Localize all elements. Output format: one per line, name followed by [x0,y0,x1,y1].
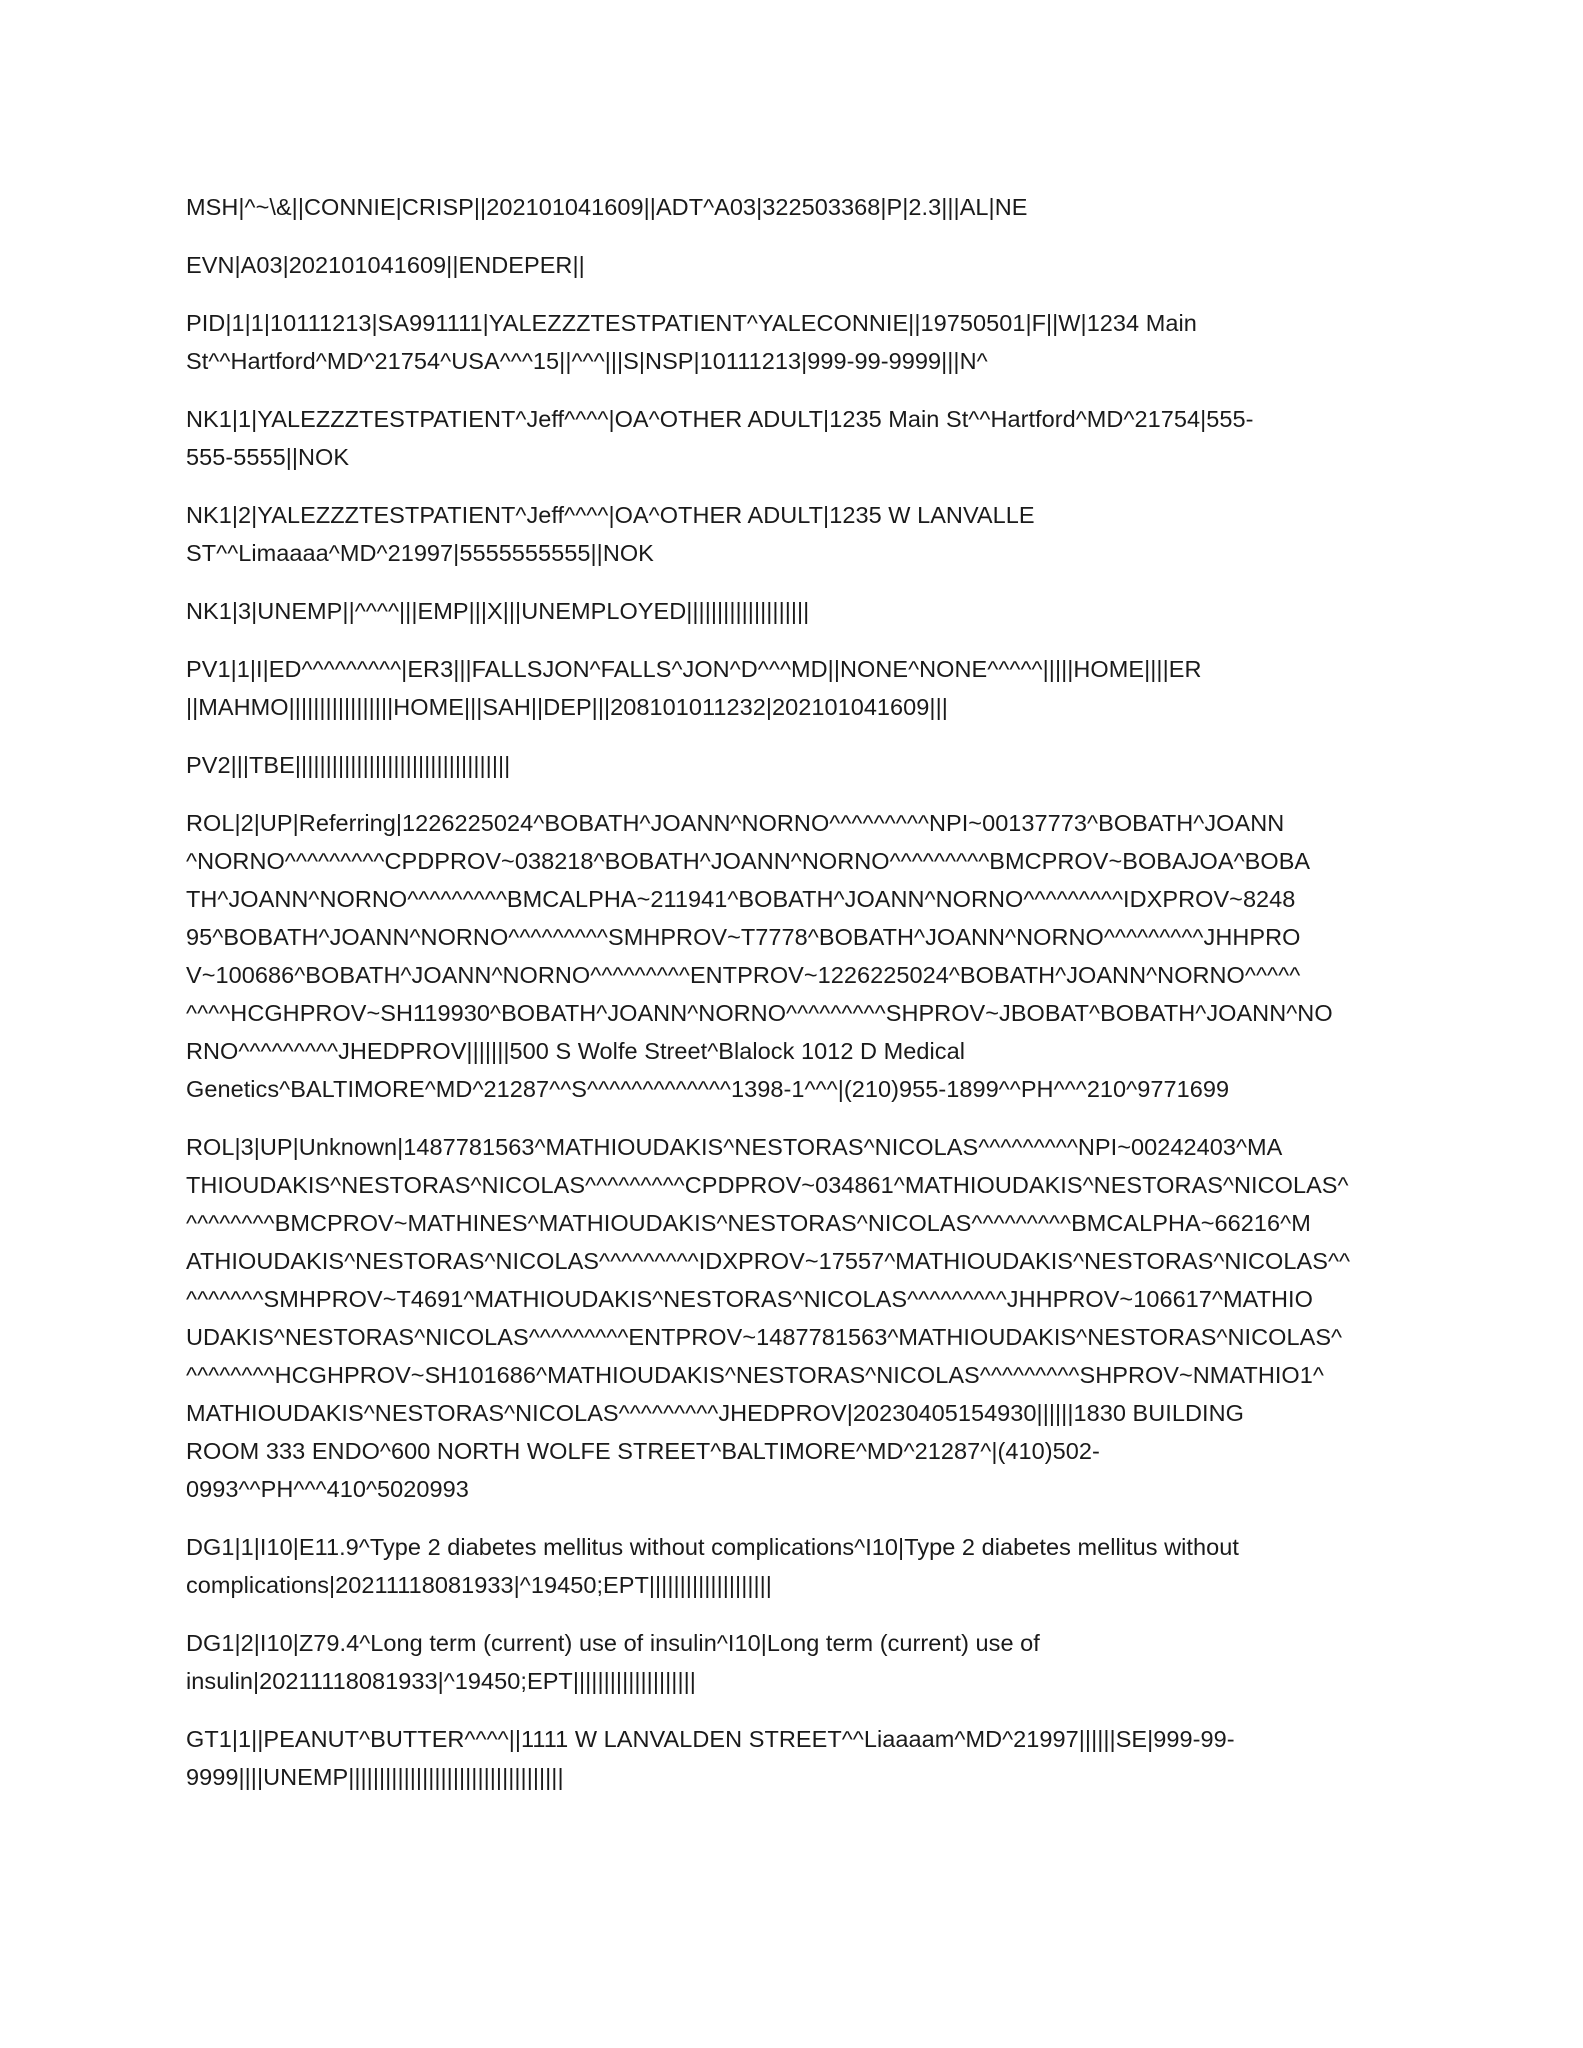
segment-pv2 [186,746,1406,784]
segment-line: THIOUDAKIS^NESTORAS^NICOLAS^^^^^^^^^CPDPROV~034861^MATHIOUDAKIS^NESTORAS^NICOLAS^ [186,1172,1349,1198]
segment-nk1-1 [186,400,1406,476]
segment-line: DG1|2|I10|Z79.4^Long term (current) use of insulin^I10|Long term (current) use of [186,1630,1040,1656]
segment-line: 555-5555||NOK [186,444,350,470]
segment-line: NK1|1|YALEZZZTESTPATIENT^Jeff^^^^|OA^OTHER ADULT|1235 Main St^^Hartford^MD^21754|555- [186,406,1254,432]
segment-line: ROL|2|UP|Referring|1226225024^BOBATH^JOANN^NORNO^^^^^^^^^NPI~00137773^BOBATH^JOANN [186,810,1285,836]
segment-line: V~100686^BOBATH^JOANN^NORNO^^^^^^^^^ENTPROV~1226225024^BOBATH^JOANN^NORNO^^^^^ [186,962,1301,988]
segment-line: Genetics^BALTIMORE^MD^21287^^S^^^^^^^^^^^^^1398-1^^^|(210)955-1899^^PH^^^210^9771699 [186,1076,1230,1102]
segment-line: 9999||||UNEMP||||||||||||||||||||||||||||||||||| [186,1764,564,1790]
segment-line: MSH|^~\&||CONNIE|CRISP||202101041609||ADT^A03|322503368|P|2.3|||AL|NE [186,194,1028,220]
segment-gt1 [186,1720,1406,1796]
segment-line: MATHIOUDAKIS^NESTORAS^NICOLAS^^^^^^^^^JHEDPROV|20230405154930||||||1830 BUILDING [186,1400,1244,1426]
segment-line: PV2|||TBE||||||||||||||||||||||||||||||||||| [186,752,511,778]
segment-evn [186,246,1406,284]
segment-dg1-1 [186,1528,1406,1604]
segment-line: GT1|1||PEANUT^BUTTER^^^^||1111 W LANVALDEN STREET^^Liaaaam^MD^21997||||||SE|999-99- [186,1726,1235,1752]
segment-line: ROOM 333 ENDO^600 NORTH WOLFE STREET^BALTIMORE^MD^21287^|(410)502- [186,1438,1100,1464]
segment-line: St^^Hartford^MD^21754^USA^^^15||^^^|||S|NSP|10111213|999-99-9999|||N^ [186,348,988,374]
segment-pid [186,304,1406,380]
hl7-message-body [186,188,1406,1816]
segment-line: ^^^^^^^^BMCPROV~MATHINES^MATHIOUDAKIS^NESTORAS^NICOLAS^^^^^^^^^BMCALPHA~66216^M [186,1210,1311,1236]
segment-line: UDAKIS^NESTORAS^NICOLAS^^^^^^^^^ENTPROV~1487781563^MATHIOUDAKIS^NESTORAS^NICOLAS^ [186,1324,1343,1350]
segment-line: complications|20211118081933|^19450;EPT|||||||||||||||||||| [186,1572,772,1598]
segment-line: TH^JOANN^NORNO^^^^^^^^^BMCALPHA~211941^BOBATH^JOANN^NORNO^^^^^^^^^IDXPROV~8248 [186,886,1296,912]
segment-line: ROL|3|UP|Unknown|1487781563^MATHIOUDAKIS^NESTORAS^NICOLAS^^^^^^^^^NPI~00242403^MA [186,1134,1283,1160]
segment-line: ST^^Limaaaa^MD^21997|5555555555||NOK [186,540,654,566]
segment-pv1 [186,650,1406,726]
segment-line: NK1|2|YALEZZZTESTPATIENT^Jeff^^^^|OA^OTHER ADULT|1235 W LANVALLE [186,502,1035,528]
segment-dg1-2 [186,1624,1406,1700]
segment-line: PID|1|1|10111213|SA991111|YALEZZZTESTPATIENT^YALECONNIE||19750501|F||W|1234 Main [186,310,1197,336]
segment-line: NK1|3|UNEMP||^^^^|||EMP|||X|||UNEMPLOYED|||||||||||||||||||| [186,598,810,624]
segment-line: ATHIOUDAKIS^NESTORAS^NICOLAS^^^^^^^^^IDXPROV~17557^MATHIOUDAKIS^NESTORAS^NICOLAS^^ [186,1248,1351,1274]
segment-line: 95^BOBATH^JOANN^NORNO^^^^^^^^^SMHPROV~T7778^BOBATH^JOANN^NORNO^^^^^^^^^JHHPRO [186,924,1301,950]
segment-line: ^^^^^^^^HCGHPROV~SH101686^MATHIOUDAKIS^NESTORAS^NICOLAS^^^^^^^^^SHPROV~NMATHIO1^ [186,1362,1324,1388]
segment-nk1-2 [186,496,1406,572]
segment-msh [186,188,1406,226]
segment-rol-3 [186,1128,1406,1508]
segment-line: DG1|1|I10|E11.9^Type 2 diabetes mellitus without complications^I10|Type 2 diabetes mellitus without [186,1534,1239,1560]
segment-line: ^NORNO^^^^^^^^^CPDPROV~038218^BOBATH^JOANN^NORNO^^^^^^^^^BMCPROV~BOBAJOA^BOBA [186,848,1311,874]
segment-nk1-3 [186,592,1406,630]
segment-line: 0993^^PH^^^410^5020993 [186,1476,469,1502]
segment-rol-2 [186,804,1406,1108]
segment-line: insulin|20211118081933|^19450;EPT|||||||||||||||||||| [186,1668,696,1694]
segment-line: ^^^^^^^SMHPROV~T4691^MATHIOUDAKIS^NESTORAS^NICOLAS^^^^^^^^^JHHPROV~106617^MATHIO [186,1286,1313,1312]
segment-line: PV1|1|I|ED^^^^^^^^^|ER3|||FALLSJON^FALLS^JON^D^^^MD||NONE^NONE^^^^^|||||HOME||||ER [186,656,1202,682]
segment-line: ||MAHMO|||||||||||||||||HOME|||SAH||DEP|||208101011232|202101041609||| [186,694,948,720]
segment-line: RNO^^^^^^^^^JHEDPROV|||||||500 S Wolfe Street^Blalock 1012 D Medical [186,1038,965,1064]
segment-line: ^^^^HCGHPROV~SH119930^BOBATH^JOANN^NORNO^^^^^^^^^SHPROV~JBOBAT^BOBATH^JOANN^NO [186,1000,1333,1026]
segment-line: EVN|A03|202101041609||ENDEPER|| [186,252,585,278]
